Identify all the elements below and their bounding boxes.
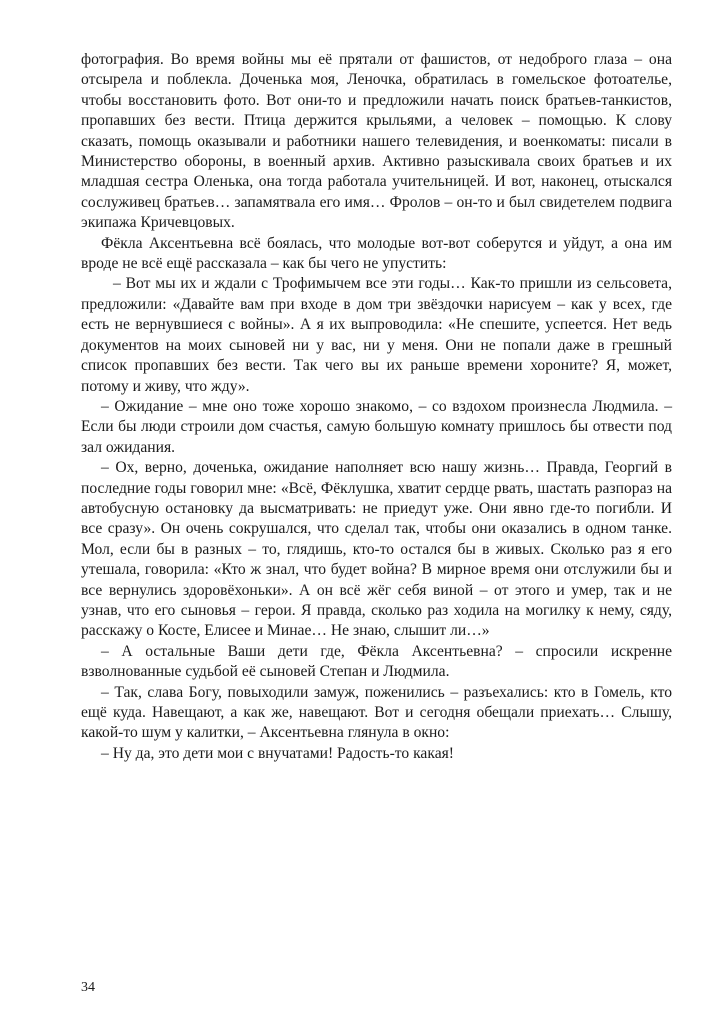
paragraph-1: фотография. Во время войны мы её прятали от фашистов, от недоброго глаза – она отсырела и поблекла. Доченька моя, Леночка, обратилась в гомельское фотоателье, чтобы восстановить фото. Вот они-то и предложили начать поиск братьев-танкистов, пропавших без вести. Птица держится крыльями, а человек – помощью. К слову сказать, помощь оказывали и работники нашего телевидения, и военкоматы: писали в Министерство обороны, в военный архив. Активно разыскивала своих братьев и их младшая сестра Оленька, она тогда работала учительницей. И вот, наконец, отыскался сослуживец братьев… запамятвала его имя… Фролов – он-то и был свидетелем подвига экипажа Кричевцовых. bbox=[81, 51, 672, 232]
paragraph-2: Фёкла Аксентьевна всё боялась, что молодые вот-вот соберутся и уйдут, а она им вроде не всё ещё рассказала – как бы чего не упустить: bbox=[81, 234, 672, 273]
paragraph-5: – Ох, верно, доченька, ожидание наполняет всю нашу жизнь… Правда, Георгий в последние годы говорил мне: «Всё, Фёклушка, хватит сердце рвать, шастать разпораз на автобусную остановку да высматривать: не приедут уже. Они явно где-то погибли. И все сразу». Он очень сокрушался, что сделал так, чтобы они оказались в одном танке. Мол, если бы в разных – то, глядишь, кто-то остался бы в живых. Сколько раз я его утешала, говорила: «Кто ж знал, что будет война? В мирное время они отслужили бы и все вернулись здоровёхоньки». А он всё жёг себя виной – от этого и умер, так и не узнав, что его сыновья – герои. Я правда, сколько раз ходила на могилку к нему, сяду, расскажу о Косте, Елисее и Минае… Не знаю, слышит ли…» bbox=[81, 459, 672, 640]
paragraph-8: – Ну да, это дети мои с внучатами! Радость-то какая! bbox=[101, 744, 454, 762]
page-body bbox=[81, 50, 672, 764]
paragraph-7: – Так, слава Богу, повыходили замуж, поженились – разъехались: кто в Гомель, кто ещё куда. Навещают, а как же, навещают. Вот и сегодня обещали приехать… Слышу, какой-то шум у калитки, – Аксентьевна глянула в окно: bbox=[81, 683, 672, 742]
paragraph-3: – Вот мы их и ждали с Трофимычем все эти годы… Как-то пришли из сельсовета, предложили: «Давайте вам при входе в дом три звёздочки нарисуем – как у всех, где есть не вернувшиеся с войны». А я их выпроводила: «Не спешите, успеется. Нет ведь документов на моих сыновей ни у вас, ни у меня. Они не попали даже в грешный список пропавших без вести. Так чего вы их раньше времени хороните? Я, может, потому и живу, что жду». bbox=[81, 275, 672, 395]
page-number: 34 bbox=[81, 980, 95, 995]
paragraph-4: – Ожидание – мне оно тоже хорошо знакомо, – со вздохом произнесла Людмила. – Если бы люди строили дом счастья, самую большую комнату пришлось бы отвести под зал ожидания. bbox=[81, 397, 672, 456]
paragraph-6: – А остальные Ваши дети где, Фёкла Аксентьевна? – спросили искренне взволнованные судьбой её сыновей Степан и Людмила. bbox=[81, 642, 672, 681]
